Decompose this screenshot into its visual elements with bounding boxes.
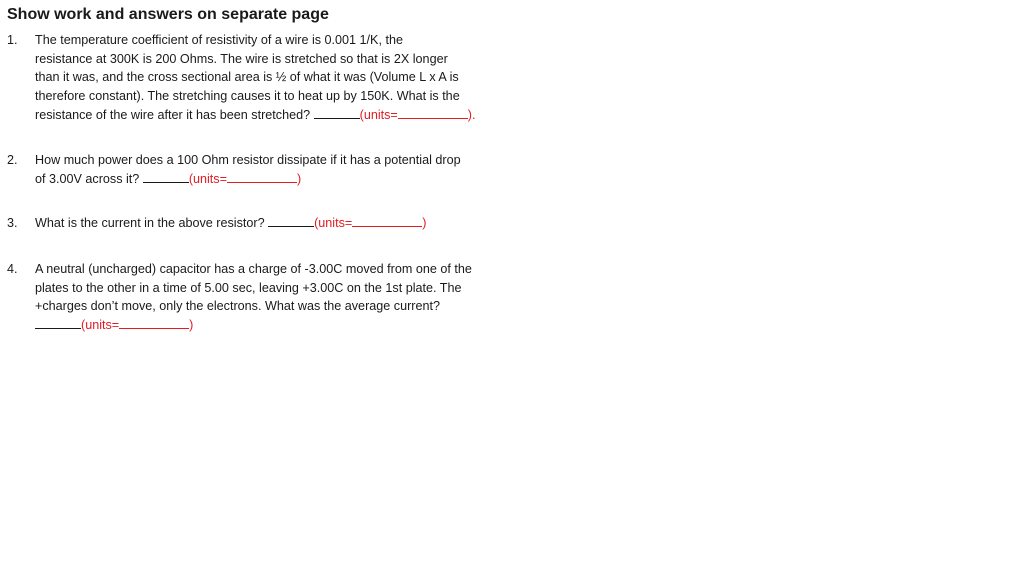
question-4 <box>7 260 547 335</box>
units-close: ). <box>467 107 476 122</box>
answer-line <box>35 214 547 233</box>
answer-line <box>35 316 547 335</box>
question-1 <box>7 31 547 125</box>
question-line: The temperature coefficient of resistivity of a wire is 0.001 1/K, the <box>35 33 403 47</box>
units-close: ) <box>189 318 194 333</box>
units-label: (units= <box>359 107 398 122</box>
units-blank <box>352 214 422 227</box>
units-blank <box>119 316 189 329</box>
units-label: (units= <box>314 216 353 230</box>
question-line: A neutral (uncharged) capacitor has a charge of -3.00C moved from one of the <box>35 262 472 276</box>
units-label: (units= <box>188 171 227 186</box>
question-line: therefore constant). The stretching causes it to heat up by 150K. What is the <box>35 89 460 104</box>
question-number: 4. <box>7 262 18 276</box>
answer-prompt: of 3.00V across it? <box>35 171 143 186</box>
answer-blank <box>314 106 360 119</box>
question-3 <box>7 214 547 233</box>
question-text <box>35 260 547 335</box>
question-number: 1. <box>7 33 18 47</box>
units-blank <box>398 106 468 119</box>
question-text <box>35 31 547 125</box>
question-line: than it was, and the cross sectional area is ½ of what it was (Volume L x A is <box>35 70 459 85</box>
question-text <box>35 214 547 233</box>
answer-prompt: resistance of the wire after it has been stretched? <box>35 107 314 122</box>
question-line: resistance at 300K is 200 Ohms. The wire is stretched so that is 2X longer <box>35 51 448 66</box>
question-line: How much power does a 100 Ohm resistor dissipate if it has a potential drop <box>35 153 461 167</box>
question-line: plates to the other in a time of 5.00 sec, leaving +3.00C on the 1st plate. The <box>35 280 462 295</box>
units-close: ) <box>296 171 302 186</box>
units-close: ) <box>422 216 427 230</box>
answer-prompt: What is the current in the above resistor? <box>35 216 269 230</box>
answer-blank <box>35 316 81 329</box>
question-2 <box>7 151 547 188</box>
question-number: 3. <box>7 216 18 230</box>
answer-line <box>35 170 547 189</box>
page-heading: Show work and answers on separate page <box>7 6 329 23</box>
question-number: 2. <box>7 153 18 167</box>
answer-blank <box>268 214 314 227</box>
question-text <box>35 151 547 188</box>
question-line: +charges don’t move, only the electrons. What was the average current? <box>35 299 440 314</box>
units-label: (units= <box>81 318 120 333</box>
answer-line <box>35 106 547 125</box>
units-blank <box>227 170 297 183</box>
answer-blank <box>143 170 189 183</box>
